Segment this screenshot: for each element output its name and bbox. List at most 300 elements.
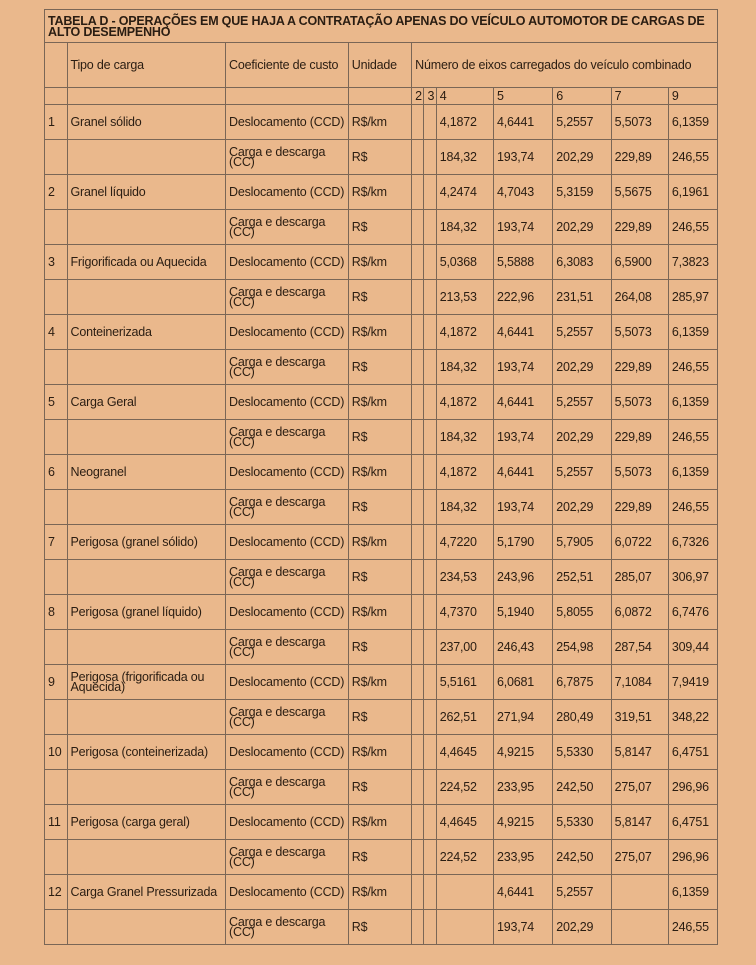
- subheader-blank: [45, 88, 68, 105]
- axle-value: [412, 420, 424, 455]
- axle-value: 184,32: [436, 140, 493, 175]
- unit: R$/km: [348, 315, 411, 350]
- axle-value: [412, 105, 424, 140]
- axle-value: [412, 910, 424, 945]
- axle-value: 229,89: [611, 420, 668, 455]
- cost-coefficient: Carga e descarga (CC): [226, 770, 349, 805]
- axle-value: [424, 595, 436, 630]
- axle-value: 5,2557: [553, 315, 611, 350]
- cargo-type: Frigorificada ou Aquecida: [67, 245, 226, 280]
- unit: R$/km: [348, 875, 411, 910]
- axle-value: [412, 770, 424, 805]
- row-number: 8: [45, 595, 68, 630]
- axle-value: 246,55: [668, 420, 717, 455]
- cost-coefficient: Carga e descarga (CC): [226, 420, 349, 455]
- row-number: 6: [45, 455, 68, 490]
- axle-value: [412, 840, 424, 875]
- axle-value: [424, 350, 436, 385]
- axle-value: 4,6441: [493, 875, 552, 910]
- axle-value: [412, 700, 424, 735]
- axle-value: [424, 525, 436, 560]
- axle-header: 3: [424, 88, 436, 105]
- axle-value: 184,32: [436, 350, 493, 385]
- axle-value: 296,96: [668, 840, 717, 875]
- axle-value: 231,51: [553, 280, 611, 315]
- axle-value: 6,1359: [668, 385, 717, 420]
- table-row: [45, 875, 718, 910]
- axle-value: [424, 420, 436, 455]
- axle-value: 6,0872: [611, 595, 668, 630]
- row-number: 2: [45, 175, 68, 210]
- cargo-type: Perigosa (conteinerizada): [67, 735, 226, 770]
- table-row: [45, 595, 718, 630]
- axle-value: 202,29: [553, 910, 611, 945]
- axle-value: 4,1872: [436, 455, 493, 490]
- unit: R$/km: [348, 595, 411, 630]
- axle-value: 246,55: [668, 210, 717, 245]
- axle-value: 6,1359: [668, 105, 717, 140]
- axle-value: 5,5330: [553, 805, 611, 840]
- table-row: [45, 630, 718, 665]
- row-number: [45, 700, 68, 735]
- cost-coefficient: Deslocamento (CCD): [226, 595, 349, 630]
- axle-value: [424, 245, 436, 280]
- axle-value: 6,3083: [553, 245, 611, 280]
- axle-value: 6,7875: [553, 665, 611, 700]
- axle-value: [412, 805, 424, 840]
- header-eixos: Número de eixos carregados do veículo combinado: [412, 43, 718, 88]
- axle-value: 7,9419: [668, 665, 717, 700]
- axle-value: 309,44: [668, 630, 717, 665]
- axle-value: 285,97: [668, 280, 717, 315]
- cargo-type: Granel líquido: [67, 175, 226, 210]
- axle-value: 5,1940: [493, 595, 552, 630]
- axle-value: 246,55: [668, 490, 717, 525]
- axle-value: 243,96: [493, 560, 552, 595]
- header-num: [45, 43, 68, 88]
- cost-coefficient: Carga e descarga (CC): [226, 350, 349, 385]
- axle-value: 348,22: [668, 700, 717, 735]
- table-row: [45, 280, 718, 315]
- axle-value: 6,7326: [668, 525, 717, 560]
- axle-value: 5,5330: [553, 735, 611, 770]
- axle-value: 4,6441: [493, 315, 552, 350]
- cargo-type: Perigosa (granel líquido): [67, 595, 226, 630]
- axle-value: [424, 805, 436, 840]
- table-row: [45, 455, 718, 490]
- axle-value: 275,07: [611, 840, 668, 875]
- axle-value: 6,1359: [668, 875, 717, 910]
- cargo-type: Carga Granel Pressurizada: [67, 875, 226, 910]
- axle-value: [424, 140, 436, 175]
- axle-value: 237,00: [436, 630, 493, 665]
- axle-value: [412, 455, 424, 490]
- axle-value: 271,94: [493, 700, 552, 735]
- axle-value: 246,55: [668, 350, 717, 385]
- row-number: [45, 420, 68, 455]
- cost-coefficient: Deslocamento (CCD): [226, 805, 349, 840]
- axle-value: 4,6441: [493, 105, 552, 140]
- table-row: [45, 770, 718, 805]
- axle-value: 4,4645: [436, 735, 493, 770]
- axle-value: 4,7220: [436, 525, 493, 560]
- unit: R$: [348, 140, 411, 175]
- unit: R$/km: [348, 525, 411, 560]
- header-coef: Coeficiente de custo: [226, 43, 349, 88]
- axle-value: [424, 560, 436, 595]
- table-row: [45, 385, 718, 420]
- axle-value: 6,5900: [611, 245, 668, 280]
- axle-value: [424, 490, 436, 525]
- row-number: [45, 560, 68, 595]
- axle-value: 229,89: [611, 210, 668, 245]
- cost-coefficient: Deslocamento (CCD): [226, 455, 349, 490]
- axle-value: 202,29: [553, 350, 611, 385]
- row-number: [45, 770, 68, 805]
- cost-coefficient: Deslocamento (CCD): [226, 875, 349, 910]
- axle-value: 5,2557: [553, 105, 611, 140]
- axle-value: [412, 560, 424, 595]
- table-container: [44, 9, 718, 945]
- unit: R$: [348, 700, 411, 735]
- cost-coefficient: Deslocamento (CCD): [226, 525, 349, 560]
- axle-value: [424, 700, 436, 735]
- cost-coefficient: Carga e descarga (CC): [226, 140, 349, 175]
- axle-value: [611, 875, 668, 910]
- axle-value: 224,52: [436, 770, 493, 805]
- cost-coefficient: Carga e descarga (CC): [226, 840, 349, 875]
- cost-coefficient: Deslocamento (CCD): [226, 175, 349, 210]
- axle-value: [412, 245, 424, 280]
- row-number: [45, 140, 68, 175]
- cargo-type: [67, 770, 226, 805]
- cargo-type: [67, 210, 226, 245]
- axle-value: 4,9215: [493, 735, 552, 770]
- axle-value: 262,51: [436, 700, 493, 735]
- axle-value: 5,5073: [611, 105, 668, 140]
- table-row: [45, 315, 718, 350]
- axle-value: [424, 455, 436, 490]
- axle-value: 5,8147: [611, 735, 668, 770]
- axle-value: [424, 105, 436, 140]
- cargo-type: [67, 280, 226, 315]
- table-row: [45, 490, 718, 525]
- axle-value: 233,95: [493, 840, 552, 875]
- cargo-type: [67, 350, 226, 385]
- axle-value: 202,29: [553, 420, 611, 455]
- unit: R$/km: [348, 665, 411, 700]
- unit: R$: [348, 210, 411, 245]
- row-number: 9: [45, 665, 68, 700]
- axle-value: 193,74: [493, 420, 552, 455]
- axle-value: [412, 595, 424, 630]
- header-unidade: Unidade: [348, 43, 411, 88]
- axle-value: 229,89: [611, 490, 668, 525]
- subheader-blank: [348, 88, 411, 105]
- axle-value: 246,43: [493, 630, 552, 665]
- row-number: [45, 630, 68, 665]
- table-row: [45, 840, 718, 875]
- cargo-type: Neogranel: [67, 455, 226, 490]
- cost-coefficient: Deslocamento (CCD): [226, 665, 349, 700]
- row-number: [45, 490, 68, 525]
- axle-value: [436, 875, 493, 910]
- axle-value: [412, 140, 424, 175]
- axle-value: 193,74: [493, 140, 552, 175]
- unit: R$: [348, 770, 411, 805]
- axle-value: 246,55: [668, 910, 717, 945]
- table-row: [45, 175, 718, 210]
- axle-value: 6,1359: [668, 455, 717, 490]
- axle-value: 252,51: [553, 560, 611, 595]
- table-row: [45, 805, 718, 840]
- axle-value: [424, 630, 436, 665]
- axle-value: 222,96: [493, 280, 552, 315]
- axle-value: 5,8055: [553, 595, 611, 630]
- header-tipo: Tipo de carga: [67, 43, 226, 88]
- axle-value: [412, 875, 424, 910]
- axle-value: [412, 665, 424, 700]
- axle-value: 6,0681: [493, 665, 552, 700]
- cargo-type: [67, 630, 226, 665]
- axle-value: 4,6441: [493, 455, 552, 490]
- axle-value: 5,0368: [436, 245, 493, 280]
- unit: R$: [348, 560, 411, 595]
- cost-coefficient: Carga e descarga (CC): [226, 630, 349, 665]
- axle-value: 202,29: [553, 210, 611, 245]
- axle-value: 5,5073: [611, 385, 668, 420]
- axle-value: 202,29: [553, 490, 611, 525]
- axle-value: [424, 210, 436, 245]
- cargo-type: Perigosa (granel sólido): [67, 525, 226, 560]
- axle-value: [424, 840, 436, 875]
- table-row: [45, 245, 718, 280]
- unit: R$: [348, 630, 411, 665]
- axle-header: 7: [611, 88, 668, 105]
- table-row: [45, 700, 718, 735]
- table-row: [45, 350, 718, 385]
- axle-value: 184,32: [436, 210, 493, 245]
- axle-value: 254,98: [553, 630, 611, 665]
- cost-coefficient: Deslocamento (CCD): [226, 245, 349, 280]
- unit: R$: [348, 910, 411, 945]
- row-number: 5: [45, 385, 68, 420]
- axle-value: 296,96: [668, 770, 717, 805]
- axle-value: 193,74: [493, 910, 552, 945]
- table-body: [45, 105, 718, 945]
- axle-value: [424, 385, 436, 420]
- axle-value: [412, 525, 424, 560]
- axle-value: 4,1872: [436, 315, 493, 350]
- axle-value: [412, 315, 424, 350]
- subheader-blank: [226, 88, 349, 105]
- axle-value: 4,7370: [436, 595, 493, 630]
- table-title: TABELA D - OPERAÇÕES EM QUE HAJA A CONTRATAÇÃO APENAS DO VEÍCULO AUTOMOTOR DE CARGAS DE ALTO DESEMPENHO: [45, 10, 718, 43]
- axle-value: [412, 630, 424, 665]
- cargo-type: [67, 700, 226, 735]
- cargo-type: Conteinerizada: [67, 315, 226, 350]
- row-number: 11: [45, 805, 68, 840]
- axle-value: [412, 210, 424, 245]
- axle-value: 6,7476: [668, 595, 717, 630]
- cargo-type: [67, 420, 226, 455]
- axle-value: [412, 280, 424, 315]
- axle-value: 4,9215: [493, 805, 552, 840]
- axle-value: 287,54: [611, 630, 668, 665]
- unit: R$/km: [348, 385, 411, 420]
- axle-value: [412, 490, 424, 525]
- axle-value: 306,97: [668, 560, 717, 595]
- axle-value: 4,7043: [493, 175, 552, 210]
- row-number: 1: [45, 105, 68, 140]
- unit: R$: [348, 840, 411, 875]
- axle-value: 229,89: [611, 140, 668, 175]
- table-row: [45, 665, 718, 700]
- axle-value: 7,1084: [611, 665, 668, 700]
- row-number: 7: [45, 525, 68, 560]
- cargo-type: Perigosa (carga geral): [67, 805, 226, 840]
- subheader-blank: [67, 88, 226, 105]
- axle-value: 4,1872: [436, 105, 493, 140]
- axle-value: [412, 350, 424, 385]
- row-number: 12: [45, 875, 68, 910]
- axle-value: 5,5675: [611, 175, 668, 210]
- axle-value: 5,1790: [493, 525, 552, 560]
- unit: R$: [348, 490, 411, 525]
- axle-value: 193,74: [493, 350, 552, 385]
- table-row: [45, 210, 718, 245]
- axle-value: [424, 315, 436, 350]
- cargo-type: Granel sólido: [67, 105, 226, 140]
- cost-coefficient: Carga e descarga (CC): [226, 700, 349, 735]
- axle-value: 5,5073: [611, 315, 668, 350]
- cargo-type: [67, 560, 226, 595]
- cargo-type: [67, 490, 226, 525]
- axle-value: 213,53: [436, 280, 493, 315]
- axle-header: 2: [412, 88, 424, 105]
- cargo-type: [67, 840, 226, 875]
- row-number: [45, 280, 68, 315]
- axle-header: 5: [493, 88, 552, 105]
- axle-value: 233,95: [493, 770, 552, 805]
- axle-value: 193,74: [493, 490, 552, 525]
- axle-value: 224,52: [436, 840, 493, 875]
- unit: R$: [348, 280, 411, 315]
- axle-value: 6,1961: [668, 175, 717, 210]
- axle-value: 6,0722: [611, 525, 668, 560]
- cargo-type: [67, 910, 226, 945]
- row-number: [45, 910, 68, 945]
- cost-coefficient: Carga e descarga (CC): [226, 910, 349, 945]
- unit: R$/km: [348, 245, 411, 280]
- axle-value: 184,32: [436, 490, 493, 525]
- table-row: [45, 140, 718, 175]
- axle-value: 7,3823: [668, 245, 717, 280]
- axle-value: 5,8147: [611, 805, 668, 840]
- unit: R$/km: [348, 105, 411, 140]
- cost-coefficient: Carga e descarga (CC): [226, 490, 349, 525]
- unit: R$: [348, 350, 411, 385]
- cost-coefficient: Deslocamento (CCD): [226, 735, 349, 770]
- axle-header: 6: [553, 88, 611, 105]
- axle-value: [412, 735, 424, 770]
- axle-value: 264,08: [611, 280, 668, 315]
- table-row: [45, 105, 718, 140]
- axle-value: 184,32: [436, 420, 493, 455]
- axle-value: [611, 910, 668, 945]
- cost-coefficient: Carga e descarga (CC): [226, 210, 349, 245]
- cargo-type: Perigosa (frigorificada ou Aquecida): [67, 665, 226, 700]
- unit: R$/km: [348, 455, 411, 490]
- axle-value: 5,5161: [436, 665, 493, 700]
- cost-coefficient: Deslocamento (CCD): [226, 315, 349, 350]
- axle-value: 5,7905: [553, 525, 611, 560]
- axle-value: 193,74: [493, 210, 552, 245]
- axle-value: 4,1872: [436, 385, 493, 420]
- row-number: 3: [45, 245, 68, 280]
- table-row: [45, 525, 718, 560]
- axle-value: [424, 875, 436, 910]
- table-row: [45, 735, 718, 770]
- axle-value: 4,4645: [436, 805, 493, 840]
- axle-value: [412, 175, 424, 210]
- axle-value: 4,6441: [493, 385, 552, 420]
- unit: R$/km: [348, 805, 411, 840]
- axle-value: [412, 385, 424, 420]
- cargo-type: [67, 140, 226, 175]
- row-number: [45, 350, 68, 385]
- axle-value: [436, 910, 493, 945]
- axle-value: 246,55: [668, 140, 717, 175]
- row-number: [45, 840, 68, 875]
- table-row: [45, 560, 718, 595]
- axle-value: 234,53: [436, 560, 493, 595]
- axle-value: [424, 735, 436, 770]
- axle-value: 202,29: [553, 140, 611, 175]
- axle-value: [424, 910, 436, 945]
- cost-coefficient: Deslocamento (CCD): [226, 385, 349, 420]
- table-row: [45, 910, 718, 945]
- axle-value: 4,2474: [436, 175, 493, 210]
- cargo-type: Carga Geral: [67, 385, 226, 420]
- axle-value: 5,3159: [553, 175, 611, 210]
- cost-coefficient: Carga e descarga (CC): [226, 560, 349, 595]
- axle-value: 6,4751: [668, 735, 717, 770]
- axle-value: 6,4751: [668, 805, 717, 840]
- axle-value: 242,50: [553, 770, 611, 805]
- cost-table: [44, 9, 718, 945]
- axle-value: 242,50: [553, 840, 611, 875]
- axle-value: 6,1359: [668, 315, 717, 350]
- axle-value: 275,07: [611, 770, 668, 805]
- axle-value: 229,89: [611, 350, 668, 385]
- axle-value: 285,07: [611, 560, 668, 595]
- axle-value: 5,5888: [493, 245, 552, 280]
- table-row: [45, 420, 718, 455]
- row-number: 4: [45, 315, 68, 350]
- axle-header: 9: [668, 88, 717, 105]
- cost-coefficient: Deslocamento (CCD): [226, 105, 349, 140]
- unit: R$: [348, 420, 411, 455]
- axle-value: 280,49: [553, 700, 611, 735]
- axle-value: 319,51: [611, 700, 668, 735]
- axle-value: [424, 280, 436, 315]
- axle-value: [424, 665, 436, 700]
- axle-value: 5,2557: [553, 875, 611, 910]
- unit: R$/km: [348, 175, 411, 210]
- axle-value: 5,2557: [553, 455, 611, 490]
- axle-value: 5,2557: [553, 385, 611, 420]
